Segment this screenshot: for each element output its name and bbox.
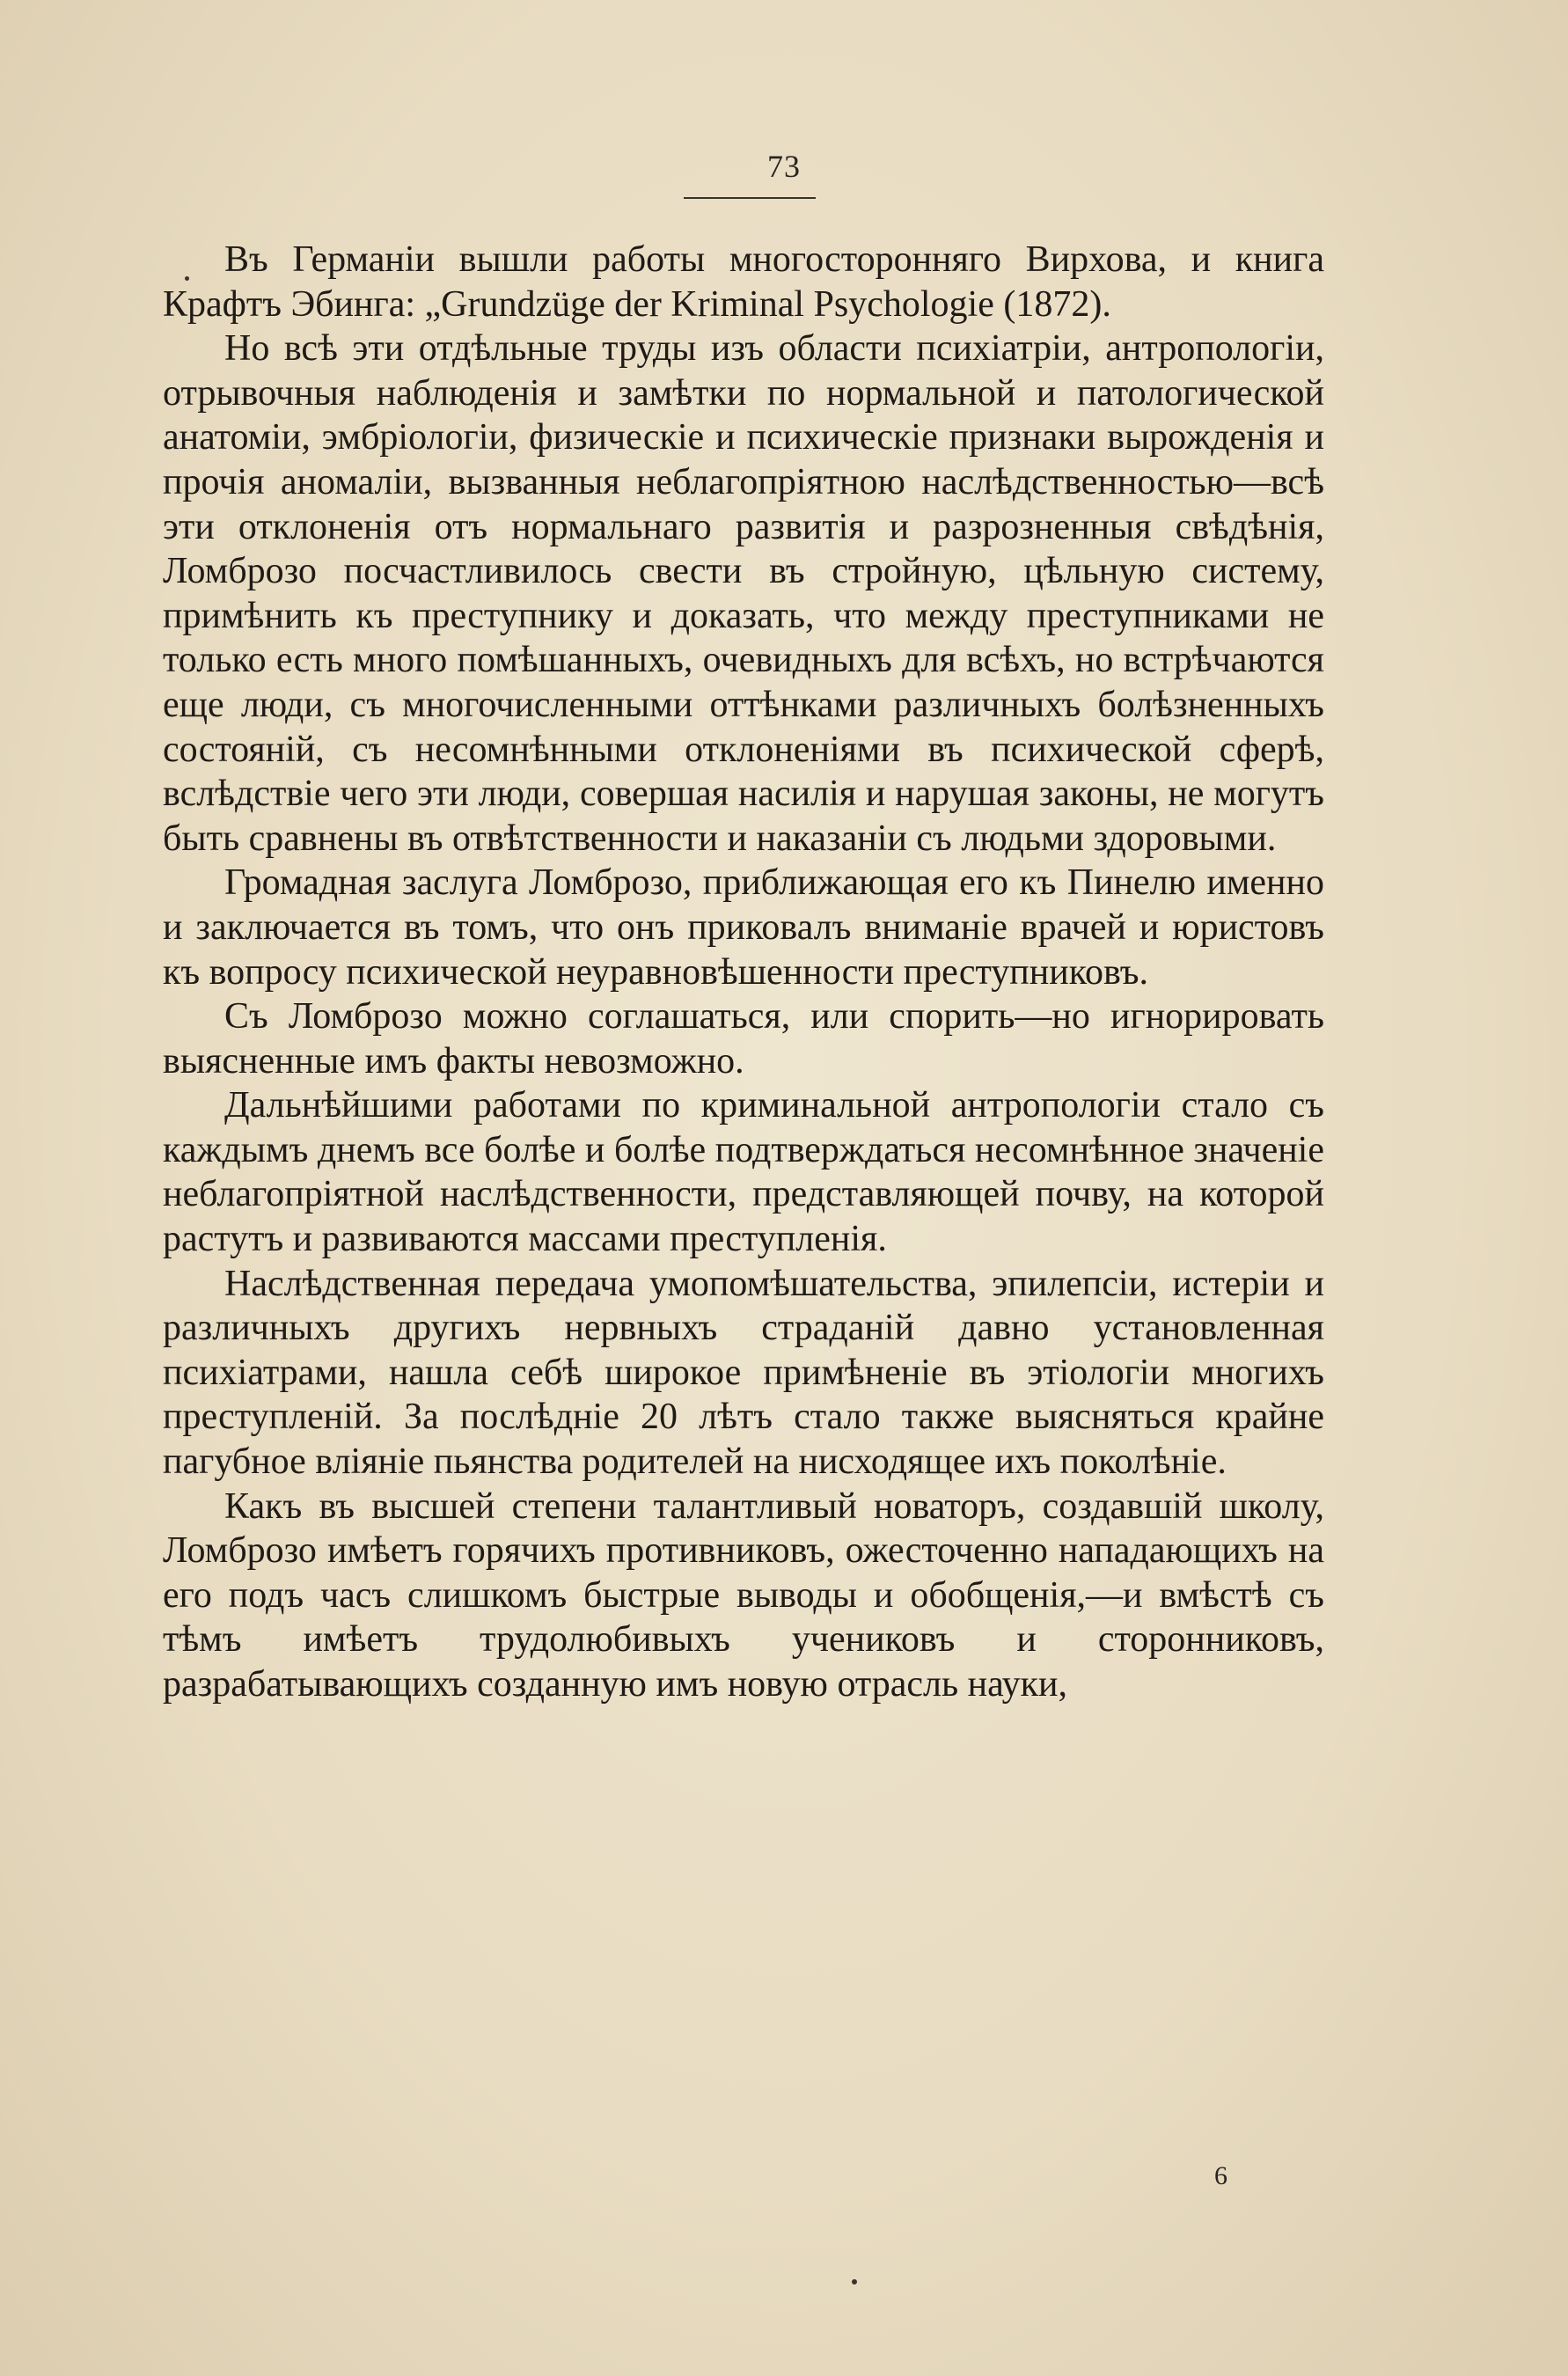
paragraph-7: Какъ въ высшей степени талантливый новаторъ, создавшій школу, Ломброзо имѣетъ горячихъ противниковъ, ожесточенно нападающихъ на его подъ часъ слишкомъ быстрые выводы и обобщенія,—и вмѣстѣ съ тѣмъ имѣетъ трудолюбивыхъ учениковъ и сторонниковъ, разрабатывающихъ созданную имъ новую отрасль науки, bbox=[163, 1485, 1324, 1705]
paragraph-1: Въ Германіи вышли работы многосторонняго Вирхова, и книга Крафтъ Эбинга: „Grundzüge der Kriminal Psychologie (1872). bbox=[163, 239, 1324, 325]
paragraph-4: Съ Ломброзо можно соглашаться, или спорить—но игнорировать выясненные имъ факты невозможно. bbox=[163, 996, 1324, 1082]
ink-speck bbox=[185, 276, 189, 281]
paragraph-3: Громадная заслуга Ломброзо, приближающая его къ Пинелю именно и заключается въ томъ, что онъ приковалъ вниманіе врачей и юристовъ къ вопросу психической неуравновѣшенности преступниковъ. bbox=[163, 862, 1324, 993]
ink-speck bbox=[852, 2279, 857, 2284]
signature-mark: 6 bbox=[1214, 2161, 1227, 2190]
paragraph-5: Дальнѣйшими работами по криминальной антропологіи стало съ каждымъ днемъ все болѣе и болѣе подтверждаться несомнѣнное значеніе неблагопріятной наслѣдственности, представляющей почву, на которой растутъ и развиваются массами преступленія. bbox=[163, 1085, 1324, 1260]
paragraph-6: Наслѣдственная передача умопомѣшательства, эпилепсіи, истеріи и различныхъ другихъ нервныхъ страданій давно установленная психіатрами, нашла себѣ широкое примѣненіе въ этіологіи многихъ преступленій. За послѣдніе 20 лѣтъ стало также выясняться крайне пагубное вліяніе пьянства родителей на нисходящее ихъ поколѣніе. bbox=[163, 1263, 1324, 1483]
paragraph-2: Но всѣ эти отдѣльные труды изъ области психіатріи, антропологіи, отрывочныя наблюденія и замѣтки по нормальной и патологической анатоміи, эмбріологіи, физическіе и психическіе признаки вырожденія и прочія аномаліи, вызванныя неблагопріятною наслѣдственностью—всѣ эти отклоненія отъ нормальнаго развитія и разрозненныя свѣдѣнія, Ломброзо посчастливилось свести въ стройную, цѣльную систему, примѣнить къ преступнику и доказать, что между преступниками не только есть много помѣшанныхъ, очевидныхъ для всѣхъ, но встрѣчаются еще люди, съ многочисленными оттѣнками различныхъ болѣзненныхъ состояній, съ несомнѣнными отклоненіями въ психической сферѣ, вслѣдствіе чего эти люди, совершая насилія и нарушая законы, не могутъ быть сравнены въ отвѣтственности и наказаніи съ людьми здоровыми. bbox=[163, 328, 1324, 859]
page-number: 73 bbox=[767, 149, 801, 184]
body-text bbox=[163, 238, 1324, 1707]
header-rule bbox=[684, 197, 816, 199]
